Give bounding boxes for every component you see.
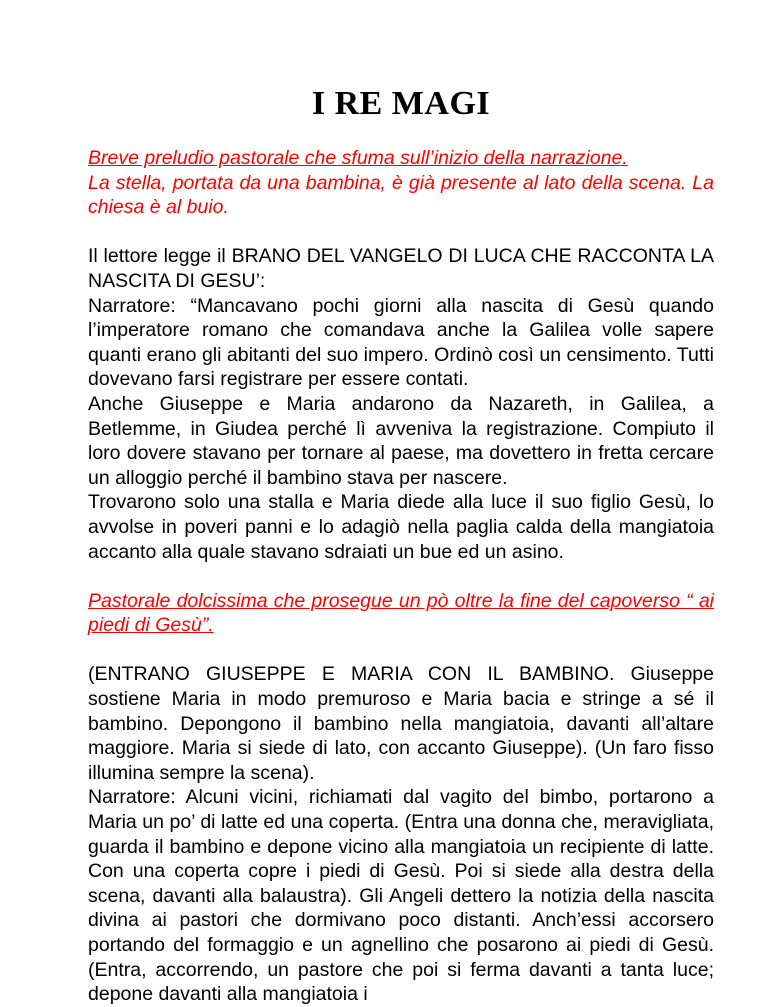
intro-rest-text: La stella, portata da una bambina, è già presente al lato della scena. La chiesa è al buio. <box>88 171 714 219</box>
intro-underlined-text: Breve preludio pastorale che sfuma sull’inizio della narrazione. <box>88 147 628 169</box>
narration-paragraph-1: Narratore: “Mancavano pochi giorni alla nascita di Gesù quando l’imperatore romano che comandava anche la Galilea volle sapere quanti erano gli abitanti del suo impero. Ordinò così un censimento. Tutti dovevano farsi registrare per essere contati. <box>88 294 714 391</box>
document-title: I RE MAGI <box>311 85 491 122</box>
reader-line: Il lettore legge il BRANO DEL VANGELO DI LUCA CHE RACCONTA LA NASCITA DI GESU’: <box>88 245 714 292</box>
stage-direction-paragraph: (ENTRANO GIUSEPPE E MARIA CON IL BAMBINO. Giuseppe sostiene Maria in modo premuroso e Maria bacia e stringe a sé il bambino. Depongono il bambino nella mangiatoia, davanti all’altare maggiore. Maria si siede di lato, con accanto Giuseppe). (Un faro fisso illumina sempre la scena). <box>88 663 714 784</box>
pastorale-note: Pastorale dolcissima che prosegue un pò oltre la fine del capoverso “ ai piedi di Gesù”. <box>88 589 714 637</box>
paragraph-gap <box>88 220 714 245</box>
narration-paragraph-2: Anche Giuseppe e Maria andarono da Nazareth, in Galilea, a Betlemme, in Giudea perché lì avveniva la registrazione. Compiuto il loro dovere stavano per tornare al paese, ma dovettero in fretta cercare un alloggio perché il bambino stava per nascere. <box>88 392 714 489</box>
paragraph-gap <box>88 638 714 663</box>
intro-stage-note <box>88 146 714 220</box>
narration-paragraph-4: Narratore: Alcuni vicini, richiamati dal vagito del bimbo, portarono a Maria un po’ di latte ed una coperta. (Entra una donna che, meravigliata, guarda il bambino e depone vicino alla mangiatoia un recipiente di latte. Con una coperta copre i piedi di Gesù. Poi si siede alla destra della scena, davanti alla balaustra). Gli Angeli dettero la notizia della nascita divina ai pastori che dormivano poco distanti. Anch’essi accorsero portando del formaggio e un agnellino che posarono ai piedi di Gesù. (Entra, accorrendo, un pastore che poi si ferma davanti a tanta luce; depone davanti alla mangiatoia i <box>88 786 714 1006</box>
paragraph-gap <box>88 564 714 589</box>
narration-paragraph-3: Trovarono solo una stalla e Maria diede alla luce il suo figlio Gesù, lo avvolse in poveri panni e lo adagiò nella paglia calda della mangiatoia accanto alla quale stavano sdraiati un bue ed un asino. <box>88 491 714 563</box>
